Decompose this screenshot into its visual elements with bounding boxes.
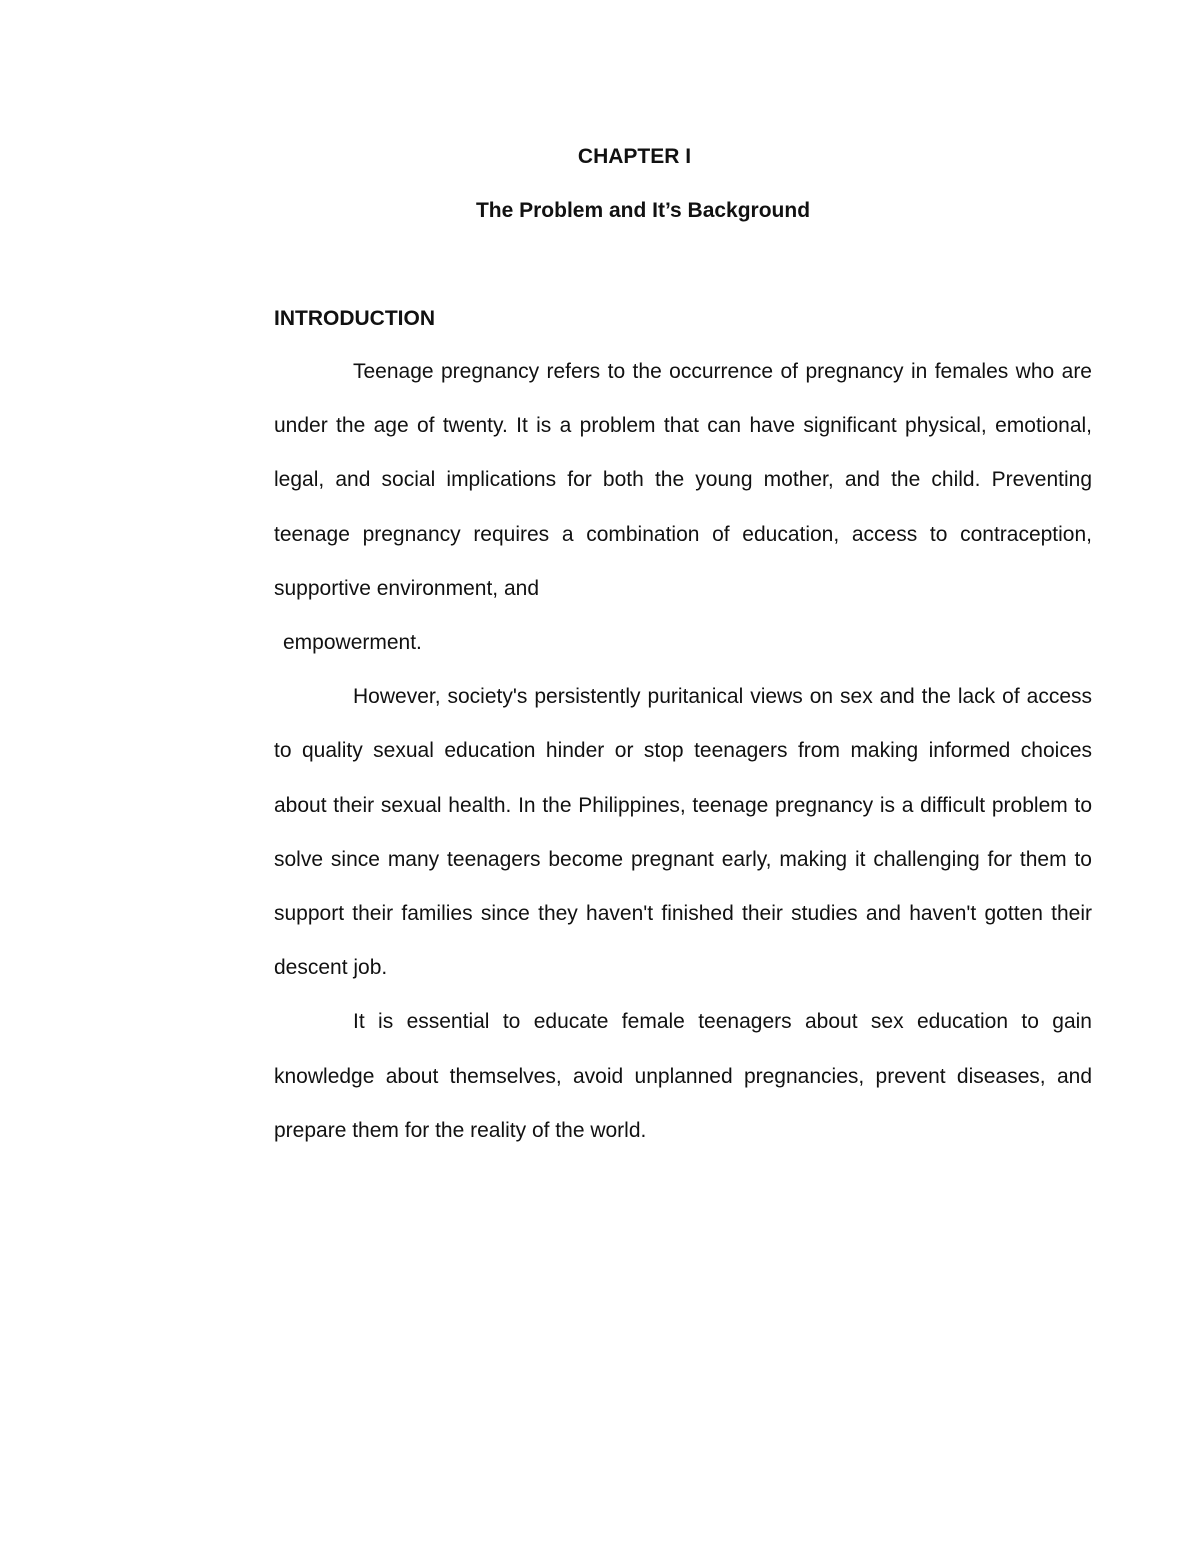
chapter-title: The Problem and It’s Background (475, 199, 811, 222)
body-text (274, 345, 1092, 1158)
paragraph-1 (274, 345, 1092, 670)
paragraph-1-continuation: empowerment. (283, 631, 422, 655)
chapter-label: CHAPTER I (577, 145, 692, 168)
paragraph-2: However, society's persistently puritanical views on sex and the lack of access to quality sexual education hinder or stop teenagers from making informed choices about their sexual health. In the Philippines, teenage pregnancy is a difficult problem to solve since many teenagers become pregnant early, making it challenging for them to support their families since they haven't finished their studies and haven't gotten their descent job. (274, 685, 1092, 980)
paragraph-1-text: Teenage pregnancy refers to the occurrence of pregnancy in females who are under the age of twenty. It is a problem that can have significant physical, emotional, legal, and social implications for both the young mother, and the child. Preventing teenage pregnancy requires a combination of education, access to contraception, supportive environment, and (274, 360, 1092, 600)
paragraph-3: It is essential to educate female teenagers about sex education to gain knowledge about themselves, avoid unplanned pregnancies, prevent diseases, and prepare them for the reality of the world. (274, 1010, 1092, 1142)
section-heading: INTRODUCTION (274, 307, 435, 330)
